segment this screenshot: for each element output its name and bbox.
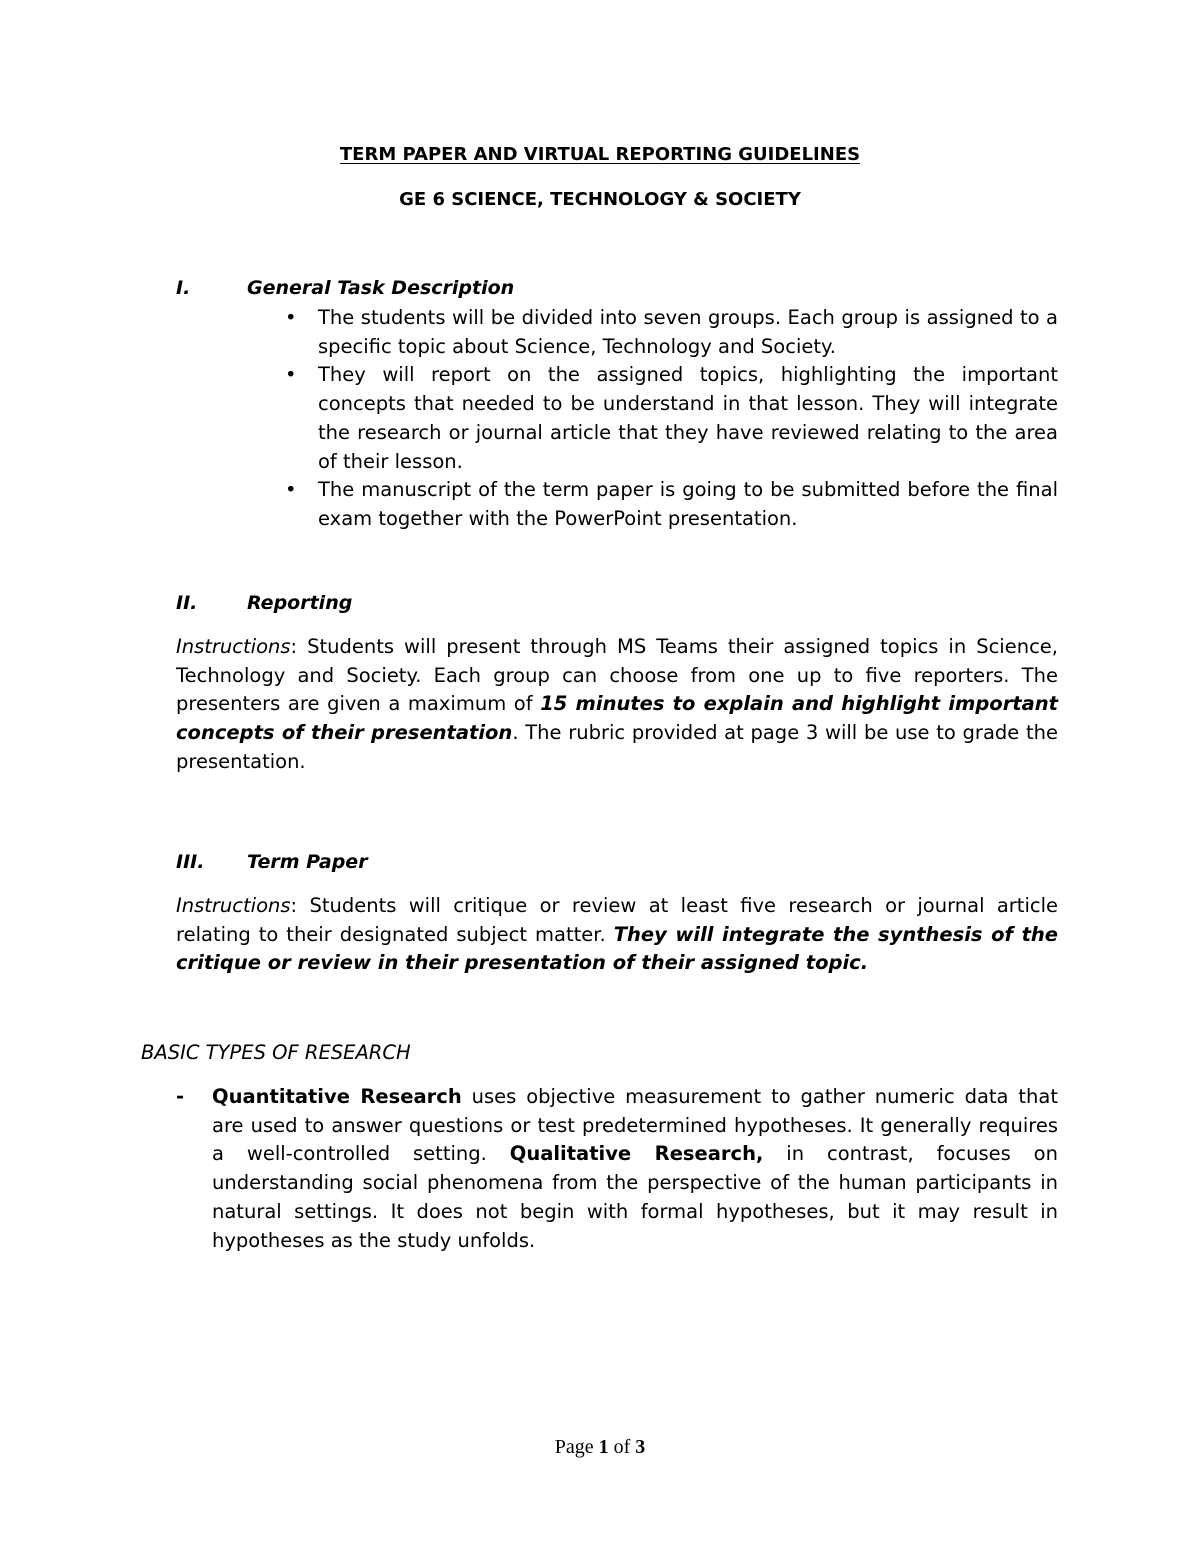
- instructions-emphasis: They will integrate the synthesis of the critique or review in their presentation of their assigned topic.: [176, 922, 1058, 975]
- page-word: Page: [554, 1436, 594, 1458]
- instructions-text-end: . The rubric provided at page 3 will be use to grade the presentation.: [176, 721, 1058, 773]
- section-title: Reporting: [247, 592, 353, 614]
- instructions-text: Students will critique or review at least five research or journal article relating to their designated subject matter.: [176, 894, 1058, 946]
- section-heading-2: [176, 590, 352, 616]
- list-item: [282, 361, 1058, 476]
- quantitative-description: uses objective measurement to gather numeric data that are used to answer questions or test predetermined hypotheses. It generally requires a well-controlled setting.: [212, 1085, 1058, 1166]
- page-footer: [0, 1434, 1200, 1460]
- dash-marker: -: [176, 1085, 185, 1108]
- list-item: [282, 304, 1058, 361]
- bullet-icon: •: [285, 363, 297, 387]
- instructions-label: Instructions: [176, 894, 291, 917]
- of-word: of: [613, 1436, 631, 1458]
- section-number: III.: [176, 851, 205, 873]
- section-title: General Task Description: [247, 277, 515, 299]
- term-quantitative: Quantitative Research: [212, 1085, 462, 1108]
- bullet-icon: •: [285, 306, 297, 329]
- instructions-emphasis: 15 minutes to explain and highlight important concepts of their presentation: [176, 692, 1058, 745]
- task-bullet-list: [282, 304, 1058, 534]
- page-total: 3: [635, 1436, 646, 1458]
- section-number: II.: [176, 592, 198, 614]
- research-types-text: [212, 1083, 1058, 1255]
- qualitative-description: in contrast, focuses on understanding social phenomena from the perspective of the human participants in natural settings. It does not begin with formal hypotheses, but it may result in hypotheses as the study unfolds.: [212, 1142, 1058, 1252]
- reporting-instructions: Instructions: Students will present through MS Teams their assigned topics in Science, Technology and Society. Each group can choose from one up to five reporters. The presenters are given a maximum of 15 minutes to explain and highlight important concepts of their presentation. The rubric provided at page 3 will be use to grade the presentation.: [176, 635, 1058, 773]
- bullet-text: They will report on the assigned topics, highlighting the important concepts that needed to be understand in that lesson. They will integrate the research or journal article that they have reviewed relating to the area of their lesson.: [318, 363, 1058, 473]
- list-item: [282, 476, 1058, 533]
- instructions-label: Instructions: [176, 635, 291, 658]
- document-subtitle: GE 6 SCIENCE, TECHNOLOGY & SOCIETY: [399, 189, 801, 210]
- document-title: TERM PAPER AND VIRTUAL REPORTING GUIDELINES: [339, 144, 861, 165]
- research-types-item: [176, 1083, 1058, 1255]
- basic-types-heading: BASIC TYPES OF RESEARCH: [141, 1041, 411, 1064]
- instructions-text: Students will present through MS Teams their assigned topics in Science, Technology and Society. Each group can choose from one up to five reporters. The presenters are given a maximum of: [176, 635, 1058, 716]
- term-qualitative: Qualitative Research,: [509, 1142, 764, 1166]
- section-number: I.: [176, 277, 191, 299]
- bullet-text: The students will be divided into seven groups. Each group is assigned to a specific topic about Science, Technology and Society.: [318, 306, 1058, 358]
- section-heading-3: [176, 849, 368, 875]
- bullet-text: The manuscript of the term paper is going to be submitted before the final exam together with the PowerPoint presentation.: [318, 478, 1058, 530]
- bullet-icon: •: [285, 478, 297, 502]
- section-heading-1: [176, 275, 514, 301]
- page-current: 1: [598, 1436, 609, 1458]
- term-paper-instructions: Instructions: Students will critique or review at least five research or journal article relating to their designated subject matter. They will integrate the synthesis of the critique or review in their presentation of their assigned topic.: [176, 894, 1058, 975]
- section-title: Term Paper: [247, 851, 368, 873]
